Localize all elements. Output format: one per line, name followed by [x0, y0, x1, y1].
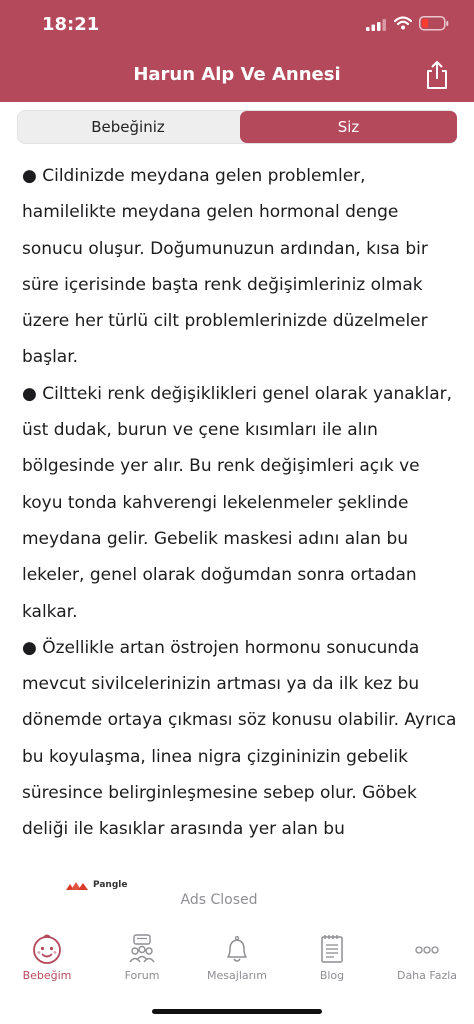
- app-header: [0, 0, 474, 102]
- notepad-icon: [315, 932, 349, 966]
- status-time: 18:21: [42, 14, 100, 35]
- paragraph: ● Cildinizde meydana gelen problemler, hamilelikte meydana gelen hormonal denge sonucu oluşur. Doğumunuzun ardından, kısa bir süre içerisinde başta renk değişimleriniz olmak üzere her türlü cilt problemlerinizde düzelmeler başlar.: [22, 166, 428, 368]
- tab-bar: [0, 930, 474, 990]
- status-bar: [0, 0, 474, 50]
- tab-label: Bebeğim: [22, 969, 72, 982]
- more-dots-icon: [410, 932, 444, 966]
- pangle-logo-icon: [66, 881, 90, 890]
- segment-bebeginiz[interactable]: Bebeğiniz: [91, 118, 165, 136]
- segment-siz[interactable]: Siz: [240, 111, 457, 143]
- ad-brand-name: Pangle: [93, 880, 128, 890]
- page-title: Harun Alp Ve Annesi: [133, 64, 341, 85]
- cellular-signal-icon: [366, 19, 386, 31]
- baby-face-icon: [30, 932, 64, 966]
- forum-people-icon: [125, 932, 159, 966]
- bell-icon: [220, 932, 254, 966]
- tab-label: Forum: [124, 969, 160, 982]
- tab-bebegim[interactable]: [0, 930, 94, 990]
- ad-status-text: Ads Closed: [180, 892, 258, 908]
- home-indicator: [152, 1009, 322, 1014]
- article-body: [22, 158, 460, 878]
- tab-mesajlarim[interactable]: [190, 930, 284, 990]
- wifi-icon: [394, 16, 412, 30]
- tab-label: Mesajlarım: [207, 969, 267, 982]
- paragraph: ● Özellikle artan östrojen hormonu sonucunda mevcut sivilcelerinizin artması ya da ilk kez bu dönemde ortaya çıkması söz konusu olabilir. Ayrıca bu koyulaşma, linea nigra çizgininizin gebelik süresince belirginleşmesine sebep olur. Göbek deliği ile kasıklar arasında yer alan bu: [22, 637, 457, 840]
- tab-label: Blog: [319, 969, 345, 982]
- battery-icon: [419, 16, 449, 31]
- tab-daha-fazla[interactable]: [380, 930, 474, 990]
- segmented-control: [17, 110, 457, 144]
- share-icon[interactable]: [424, 60, 450, 90]
- tab-blog[interactable]: [285, 930, 379, 990]
- paragraph: ● Ciltteki renk değişiklikleri genel olarak yanaklar, üst dudak, burun ve çene kısımları ile alın bölgesinde yer alır. Bu renk değişimleri açık ve koyu tonda kahverengi lekelenmeler şeklinde meydana gelir. Gebelik maskesi adını alan bu lekeler, genel olarak doğumdan sonra ortadan kalkar.: [22, 383, 453, 622]
- ad-banner: [54, 876, 424, 924]
- tab-label: Daha Fazla: [396, 969, 458, 982]
- ad-brand-logo: [66, 880, 127, 890]
- tab-forum[interactable]: [95, 930, 189, 990]
